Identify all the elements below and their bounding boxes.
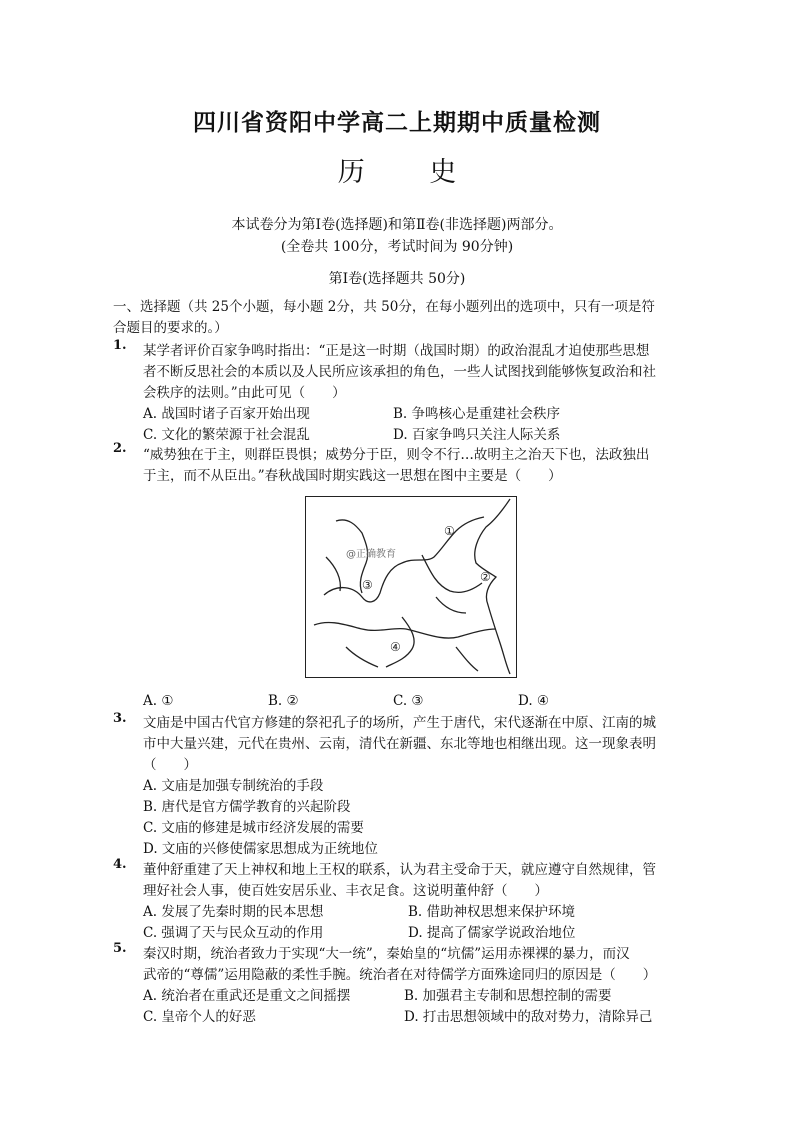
option-d[interactable]: D. ④ <box>518 693 550 709</box>
river-trib-3 <box>436 597 466 613</box>
option-d[interactable]: D. 百家争鸣只关注人际关系 <box>393 427 561 443</box>
question-text-line: 秦汉时期，统治者致力于实现“大一统”，秦始皇的“坑儒”运用赤裸裸的暴力，而汉 <box>143 946 630 962</box>
option-b[interactable]: B. ② <box>268 693 299 709</box>
option-a[interactable]: A. 文庙是加强专制统治的手段 <box>143 778 324 794</box>
part1-title: 第Ⅰ卷(选择题共 50分) <box>328 271 466 287</box>
map-drawing <box>306 497 515 676</box>
question-text-line: 者不断反思社会的本质以及人民所应该承担的角色，一些人试图找到能够恢复政治和社 <box>143 364 656 380</box>
map-label-2: ② <box>480 570 491 584</box>
question-number: 2. <box>113 441 127 456</box>
question-number: 3. <box>113 711 127 726</box>
option-a[interactable]: A. ① <box>143 693 174 709</box>
river-trib-1 <box>422 555 482 592</box>
question-text-line: 文庙是中国古代官方修建的祭祀孔子的场所，产生于唐代，宋代逐渐在中原、江南的城 <box>143 715 656 731</box>
question-text-line: 董仲舒重建了天上神权和地上王权的联系，认为君主受命于天，就应遵守自然规律，管 <box>143 862 656 878</box>
option-a[interactable]: A. 发展了先秦时期的民本思想 <box>143 904 324 920</box>
section-instruction-line-1: 一、选择题（共 25个小题，每小题 2分，共 50分，在每小题列出的选项中，只有一项是符 <box>113 299 655 315</box>
option-c[interactable]: C. 强调了天与民众互动的作用 <box>143 925 324 941</box>
option-b[interactable]: B. 加强君主专制和思想控制的需要 <box>404 988 612 1004</box>
question-text-line: 会秩序的法则。”由此可见（ ） <box>143 385 346 401</box>
map-label-4: ④ <box>390 640 401 654</box>
option-c[interactable]: C. 文庙的修建是城市经济发展的需要 <box>143 820 364 836</box>
question-text-line: （ ） <box>143 757 197 773</box>
option-c[interactable]: C. ③ <box>393 693 424 709</box>
intro-line-1: 本试卷分为第Ⅰ卷(选择题)和第Ⅱ卷(非选择题)两部分。 <box>231 217 563 233</box>
exam-title: 四川省资阳中学高二上期期中质量检测 <box>193 109 601 136</box>
option-d[interactable]: D. 文庙的兴修使儒家思想成为正统地位 <box>143 841 378 857</box>
river-trib-5 <box>456 647 478 671</box>
river-trib-4 <box>346 647 378 667</box>
option-b[interactable]: B. 唐代是官方儒学教育的兴起阶段 <box>143 799 351 815</box>
question-number: 1. <box>113 338 127 353</box>
section-instruction-line-2: 合题目的要求的。） <box>113 320 228 336</box>
question-text-line: 市中大量兴建，元代在贵州、云南，清代在新疆、东北等地也相继出现。这一现象表明 <box>143 736 656 752</box>
question-number: 5. <box>113 941 127 956</box>
map-label-3: ③ <box>362 578 373 592</box>
option-b[interactable]: B. 借助神权思想来保护环境 <box>408 904 576 920</box>
option-b[interactable]: B. 争鸣核心是重建社会秩序 <box>393 406 561 422</box>
map-figure <box>305 496 517 678</box>
question-text-line: 某学者评价百家争鸣时指出：“正是这一时期（战国时期）的政治混乱才迫使那些思想 <box>143 343 650 359</box>
map-label-1: ① <box>444 524 455 538</box>
option-a[interactable]: A. 统治者在重武还是重文之间摇摆 <box>143 988 351 1004</box>
river-south <box>314 622 496 638</box>
subject-title: 历 史 <box>337 157 485 188</box>
question-text-line: 于主，而不从臣出。”春秋战国时期实践这一思想在图中主要是（ ） <box>143 468 562 484</box>
option-a[interactable]: A. 战国时诸子百家开始出现 <box>143 406 310 422</box>
map-watermark: @正确教育 <box>346 549 396 560</box>
option-d[interactable]: D. 打击思想领域中的敌对势力，清除异己 <box>404 1009 653 1025</box>
coastline <box>475 499 510 674</box>
river-trib-2 <box>326 557 340 591</box>
question-text-line: “威势独在于主，则群臣畏惧；威势分于臣，则令不行…故明主之治天下也，法政独出 <box>143 447 650 463</box>
question-text-line: 理好社会人事，使百姓安居乐业、丰衣足食。这说明董仲舒（ ） <box>143 883 548 899</box>
intro-line-2: (全卷共 100分，考试时间为 90分钟) <box>280 239 514 255</box>
option-d[interactable]: D. 提高了儒家学说政治地位 <box>408 925 576 941</box>
option-c[interactable]: C. 皇帝个人的好恶 <box>143 1009 256 1025</box>
question-number: 4. <box>113 857 127 872</box>
question-text-line: 武帝的“尊儒”运用隐蔽的柔性手腕。统治者在对待儒学方面殊途同归的原因是（ ） <box>143 967 657 983</box>
option-c[interactable]: C. 文化的繁荣源于社会混乱 <box>143 427 310 443</box>
